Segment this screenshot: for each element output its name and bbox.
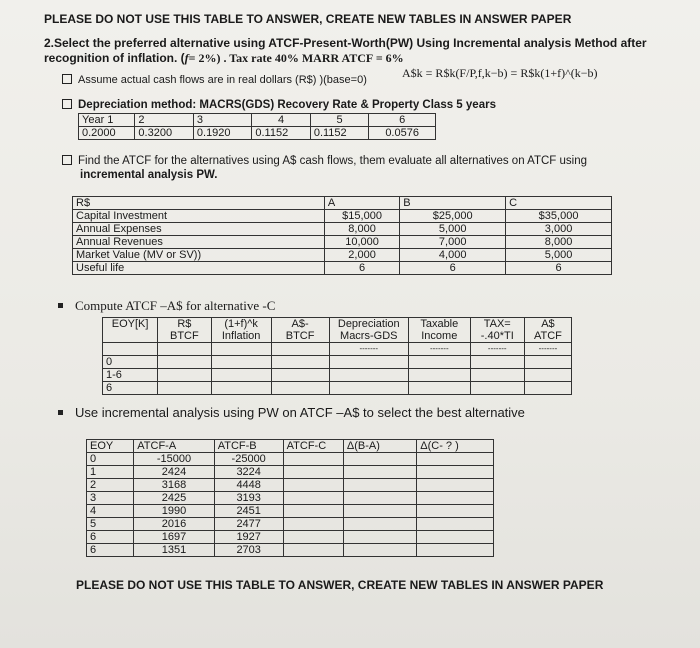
year-cell: 6 xyxy=(369,114,436,127)
value-cell: $15,000 xyxy=(324,210,399,223)
incremental-title: Use incremental analysis using PW on ATCF –A$ to select the best alternative xyxy=(75,405,525,420)
assume-text: Assume actual cash flows are in real dollars (R$) )(base=0) xyxy=(78,74,367,86)
header-cell: A xyxy=(324,197,399,210)
dash-cell: ------- xyxy=(524,343,571,356)
empty-cell xyxy=(211,369,271,382)
empty-cell xyxy=(283,505,343,518)
inflation-formula: A$k = R$k(F/P,f,k−b) = R$k(1+f)^(k−b) xyxy=(402,66,598,80)
rate-cell: 0.2000 xyxy=(79,127,135,140)
atcf-value-cell: 1927 xyxy=(214,531,283,544)
compute-header-cell: -.40*TI xyxy=(470,330,524,343)
row-label: Annual Expenses xyxy=(73,223,325,236)
year-cell: 5 xyxy=(310,114,368,127)
incremental-header-cell: Δ(B-A) xyxy=(343,440,416,453)
rate-cell: 0.1920 xyxy=(193,127,251,140)
compute-header-cell xyxy=(103,330,158,343)
checkbox-icon xyxy=(62,74,72,84)
empty-cell xyxy=(271,356,329,369)
atcf-value-cell: -25000 xyxy=(214,453,283,466)
atcf-value-cell: 3193 xyxy=(214,492,283,505)
compute-row xyxy=(103,369,572,382)
compute-header-cell: A$ xyxy=(524,318,571,331)
value-cell: 2,000 xyxy=(324,249,399,262)
atcf-value-cell: 2451 xyxy=(214,505,283,518)
empty-cell xyxy=(417,518,494,531)
atcf-value-cell: 2016 xyxy=(134,518,214,531)
atcf-value-cell: 2477 xyxy=(214,518,283,531)
empty-cell xyxy=(158,382,211,395)
value-cell: 3,000 xyxy=(506,223,612,236)
value-cell: 7,000 xyxy=(400,236,506,249)
find-line-2: incremental analysis PW. xyxy=(80,169,218,181)
year-cell: 3 xyxy=(193,114,251,127)
atcf-value-cell: -15000 xyxy=(134,453,214,466)
compute-header-cell: BTCF xyxy=(271,330,329,343)
atcf-value-cell: 2424 xyxy=(134,466,214,479)
alternatives-header-row xyxy=(73,197,612,210)
atcf-value-cell: 1990 xyxy=(134,505,214,518)
eoy-cell: 1-6 xyxy=(103,369,158,382)
atcf-value-cell: 4448 xyxy=(214,479,283,492)
empty-cell xyxy=(329,356,409,369)
empty-cell xyxy=(343,479,416,492)
compute-header-row xyxy=(103,318,572,331)
compute-row xyxy=(103,356,572,369)
eoy-cell: 1 xyxy=(87,466,134,479)
empty-cell xyxy=(417,466,494,479)
value-cell: 5,000 xyxy=(400,223,506,236)
dash-cell: ------- xyxy=(470,343,524,356)
alternatives-row xyxy=(73,223,612,236)
dash-cell xyxy=(103,343,158,356)
dash-cell: ------- xyxy=(409,343,471,356)
incremental-header-row xyxy=(87,440,494,453)
eoy-cell: 5 xyxy=(87,518,134,531)
empty-cell xyxy=(329,369,409,382)
assume-line xyxy=(62,74,367,86)
empty-cell xyxy=(329,382,409,395)
compute-header-cell: ATCF xyxy=(524,330,571,343)
macrs-rate-row xyxy=(79,127,436,140)
empty-cell xyxy=(283,453,343,466)
incremental-header-cell: Δ(C- ? ) xyxy=(417,440,494,453)
compute-header-cell: Income xyxy=(409,330,471,343)
empty-cell xyxy=(417,479,494,492)
value-cell: 10,000 xyxy=(324,236,399,249)
compute-header-cell: Inflation xyxy=(211,330,271,343)
incremental-heading xyxy=(58,405,525,420)
empty-cell xyxy=(283,544,343,557)
compute-header-cell: Macrs-GDS xyxy=(329,330,409,343)
empty-cell xyxy=(283,518,343,531)
rate-cell: 0.0576 xyxy=(369,127,436,140)
value-cell: 4,000 xyxy=(400,249,506,262)
empty-cell xyxy=(283,531,343,544)
question-line-2-a: recognition of inflation. ( xyxy=(44,51,185,65)
row-label: Market Value (MV or SV)) xyxy=(73,249,325,262)
empty-cell xyxy=(417,453,494,466)
empty-cell xyxy=(417,505,494,518)
eoy-cell: 0 xyxy=(103,356,158,369)
eoy-cell: 6 xyxy=(103,382,158,395)
empty-cell xyxy=(158,356,211,369)
value-cell: 6 xyxy=(506,262,612,275)
atcf-value-cell: 3224 xyxy=(214,466,283,479)
row-label: Useful life xyxy=(73,262,325,275)
value-cell: 8,000 xyxy=(506,236,612,249)
empty-cell xyxy=(343,453,416,466)
empty-cell xyxy=(343,531,416,544)
rate-cell: 0.1152 xyxy=(310,127,368,140)
macrs-year-row xyxy=(79,114,436,127)
eoy-cell: 3 xyxy=(87,492,134,505)
empty-cell xyxy=(211,356,271,369)
alternatives-row xyxy=(73,249,612,262)
incremental-row xyxy=(87,505,494,518)
rate-cell: 0.1152 xyxy=(252,127,310,140)
incremental-header-cell: EOY xyxy=(87,440,134,453)
year-cell: 2 xyxy=(135,114,193,127)
bottom-warning: PLEASE DO NOT USE THIS TABLE TO ANSWER, CREATE NEW TABLES IN ANSWER PAPER xyxy=(76,578,604,592)
value-cell: $35,000 xyxy=(506,210,612,223)
atcf-value-cell: 1351 xyxy=(134,544,214,557)
empty-cell xyxy=(283,466,343,479)
empty-cell xyxy=(417,492,494,505)
empty-cell xyxy=(470,356,524,369)
compute-header-cell: Taxable xyxy=(409,318,471,331)
year-cell: 4 xyxy=(252,114,310,127)
incremental-row xyxy=(87,544,494,557)
top-warning: PLEASE DO NOT USE THIS TABLE TO ANSWER, CREATE NEW TABLES IN ANSWER PAPER xyxy=(44,12,572,26)
find-text-1: Find the ATCF for the alternatives using A$ cash flows, them evaluate all alternatives on ATCF using xyxy=(78,155,588,167)
value-cell: 8,000 xyxy=(324,223,399,236)
empty-cell xyxy=(409,382,471,395)
alternatives-row xyxy=(73,236,612,249)
compute-header-row xyxy=(103,330,572,343)
incremental-header-cell: ATCF-B xyxy=(214,440,283,453)
alternatives-row xyxy=(73,262,612,275)
eoy-cell: 4 xyxy=(87,505,134,518)
year-cell: Year 1 xyxy=(79,114,135,127)
atcf-value-cell: 3168 xyxy=(134,479,214,492)
question-line-2-c: = 2%) . Tax rate 40% MARR ATCF = 6% xyxy=(188,51,404,65)
empty-cell xyxy=(283,492,343,505)
dash-cell: ------- xyxy=(329,343,409,356)
incremental-row xyxy=(87,479,494,492)
find-line-1 xyxy=(62,155,587,167)
incremental-row xyxy=(87,492,494,505)
empty-cell xyxy=(271,382,329,395)
compute-header-cell: A$- xyxy=(271,318,329,331)
compute-header-cell: BTCF xyxy=(158,330,211,343)
header-cell: R$ xyxy=(73,197,325,210)
dash-cell xyxy=(211,343,271,356)
bullet-icon xyxy=(58,410,63,415)
incremental-row xyxy=(87,518,494,531)
empty-cell xyxy=(271,369,329,382)
empty-cell xyxy=(343,466,416,479)
compute-header-cell: EOY[K] xyxy=(103,318,158,331)
compute-header-cell: TAX= xyxy=(470,318,524,331)
compute-title: Compute ATCF –A$ for alternative -C xyxy=(75,298,276,313)
empty-cell xyxy=(470,382,524,395)
compute-atcf-table xyxy=(102,317,572,395)
eoy-cell: 6 xyxy=(87,544,134,557)
empty-cell xyxy=(524,369,571,382)
empty-cell xyxy=(343,518,416,531)
empty-cell xyxy=(343,544,416,557)
value-cell: 6 xyxy=(400,262,506,275)
value-cell: 6 xyxy=(324,262,399,275)
empty-cell xyxy=(470,369,524,382)
value-cell: $25,000 xyxy=(400,210,506,223)
eoy-cell: 0 xyxy=(87,453,134,466)
rate-cell: 0.3200 xyxy=(135,127,193,140)
bullet-icon xyxy=(58,303,63,308)
empty-cell xyxy=(283,479,343,492)
depreciation-title: Depreciation method: MACRS(GDS) Recovery Rate & Property Class 5 years xyxy=(78,99,496,111)
depreciation-title-line xyxy=(62,99,496,111)
alternatives-table xyxy=(72,196,612,275)
incremental-row xyxy=(87,531,494,544)
empty-cell xyxy=(343,492,416,505)
empty-cell xyxy=(343,505,416,518)
inflation-symbol: f xyxy=(184,51,189,65)
empty-cell xyxy=(158,369,211,382)
dash-cell xyxy=(158,343,211,356)
empty-cell xyxy=(211,382,271,395)
incremental-row xyxy=(87,466,494,479)
eoy-cell: 2 xyxy=(87,479,134,492)
compute-row xyxy=(103,382,572,395)
atcf-value-cell: 1697 xyxy=(134,531,214,544)
compute-heading xyxy=(58,298,275,314)
macrs-table xyxy=(78,113,436,140)
checkbox-icon xyxy=(62,99,72,109)
row-label: Annual Revenues xyxy=(73,236,325,249)
empty-cell xyxy=(409,369,471,382)
compute-header-cell: R$ xyxy=(158,318,211,331)
compute-dash-row xyxy=(103,343,572,356)
alternatives-row xyxy=(73,210,612,223)
empty-cell xyxy=(409,356,471,369)
value-cell: 5,000 xyxy=(506,249,612,262)
question-line-1: 2.Select the preferred alternative using ATCF-Present-Worth(PW) Using Incremental analysis Method after xyxy=(44,36,647,50)
atcf-value-cell: 2425 xyxy=(134,492,214,505)
compute-header-cell: (1+f)^k xyxy=(211,318,271,331)
header-cell: C xyxy=(506,197,612,210)
incremental-row xyxy=(87,453,494,466)
checkbox-icon xyxy=(62,155,72,165)
eoy-cell: 6 xyxy=(87,531,134,544)
empty-cell xyxy=(417,531,494,544)
atcf-value-cell: 2703 xyxy=(214,544,283,557)
question-line-2 xyxy=(44,51,404,66)
empty-cell xyxy=(417,544,494,557)
empty-cell xyxy=(524,382,571,395)
row-label: Capital Investment xyxy=(73,210,325,223)
incremental-header-cell: ATCF-C xyxy=(283,440,343,453)
header-cell: B xyxy=(400,197,506,210)
empty-cell xyxy=(524,356,571,369)
incremental-header-cell: ATCF-A xyxy=(134,440,214,453)
incremental-table xyxy=(86,439,494,557)
compute-header-cell: Depreciation xyxy=(329,318,409,331)
dash-cell xyxy=(271,343,329,356)
